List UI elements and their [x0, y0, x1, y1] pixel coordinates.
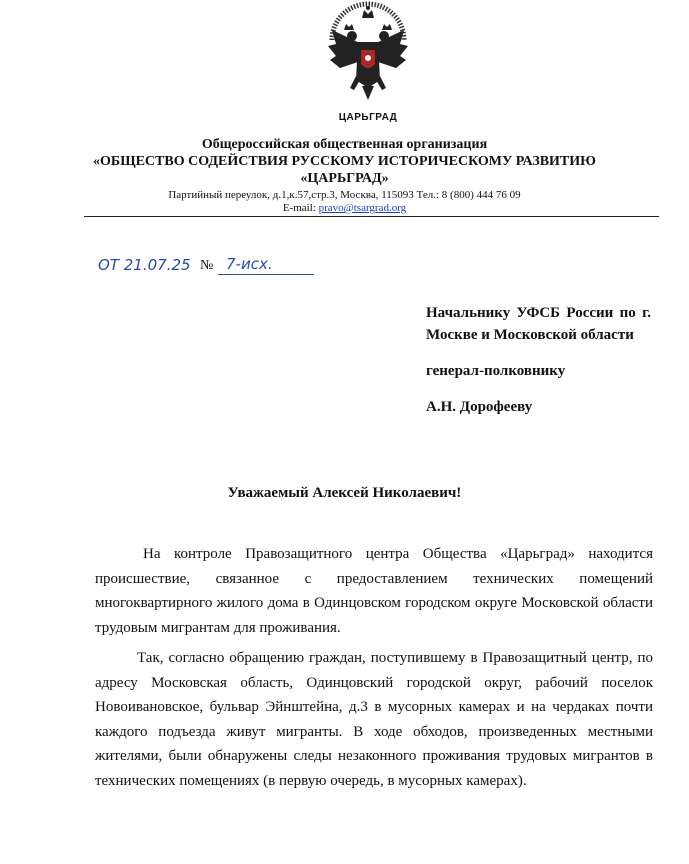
addressee-position: Начальнику УФСБ России по г. Москве и Московской области [426, 305, 651, 343]
addressee-rank: генерал-полковнику [426, 363, 566, 379]
number-underline [218, 274, 314, 275]
body-paragraph-1: На контроле Правозащитного центра Общества «Царьград» находится происшествие, связанное с предоставлением технических помещений многоквартирного жилого дома в Одинцовском городском округе Московской области трудовым мигрантам для проживания. [95, 546, 653, 636]
letterhead [0, 136, 689, 215]
email-line [0, 202, 689, 215]
addressee-name: А.Н. Дорофееву [426, 399, 533, 415]
handwritten-number: 7-исх. [226, 255, 273, 273]
email-label: E-mail: [282, 202, 319, 214]
org-type: Общероссийская общественная организация [201, 137, 488, 152]
addressee-block [426, 302, 651, 418]
eagle-icon [318, 0, 418, 112]
letterhead-divider [84, 216, 659, 217]
registration-block [96, 254, 326, 280]
emblem-caption: ЦАРЬГРАД [338, 112, 398, 123]
letter-body [95, 542, 653, 799]
org-contacts: Партийный переулок, д.1,к.57,стр.3, Москва, 115093 Тел.: 8 (800) 444 76 09 [168, 189, 521, 201]
org-name: «ОБЩЕСТВО СОДЕЙСТВИЯ РУССКОМУ ИСТОРИЧЕСКОМУ РАЗВИТИЮ [93, 154, 596, 169]
org-short-name: «ЦАРЬГРАД» [300, 171, 389, 186]
double-headed-eagle-emblem [318, 0, 418, 128]
handwritten-date: ОТ 21.07.25 [98, 256, 191, 274]
number-sign: № [200, 258, 214, 273]
body-paragraph-2: Так, согласно обращению граждан, поступившему в Правозащитный центр, по адресу Московская область, Одинцовский городской округ, рабочий поселок Новоивановское, бульвар Эйнштейна, д.3 в мусорных камерах и на чердаках почти каждого подъезда живут мигранты. В ходе обходов, произведенных местными жителями, были обнаружены следы незаконного проживания трудовых мигрантов в технических помещениях (в первую очередь, в мусорных камерах). [95, 650, 653, 789]
email-link[interactable]: pravo@tsargrad.org [318, 202, 407, 214]
salutation: Уважаемый Алексей Николаевич! [227, 485, 462, 501]
